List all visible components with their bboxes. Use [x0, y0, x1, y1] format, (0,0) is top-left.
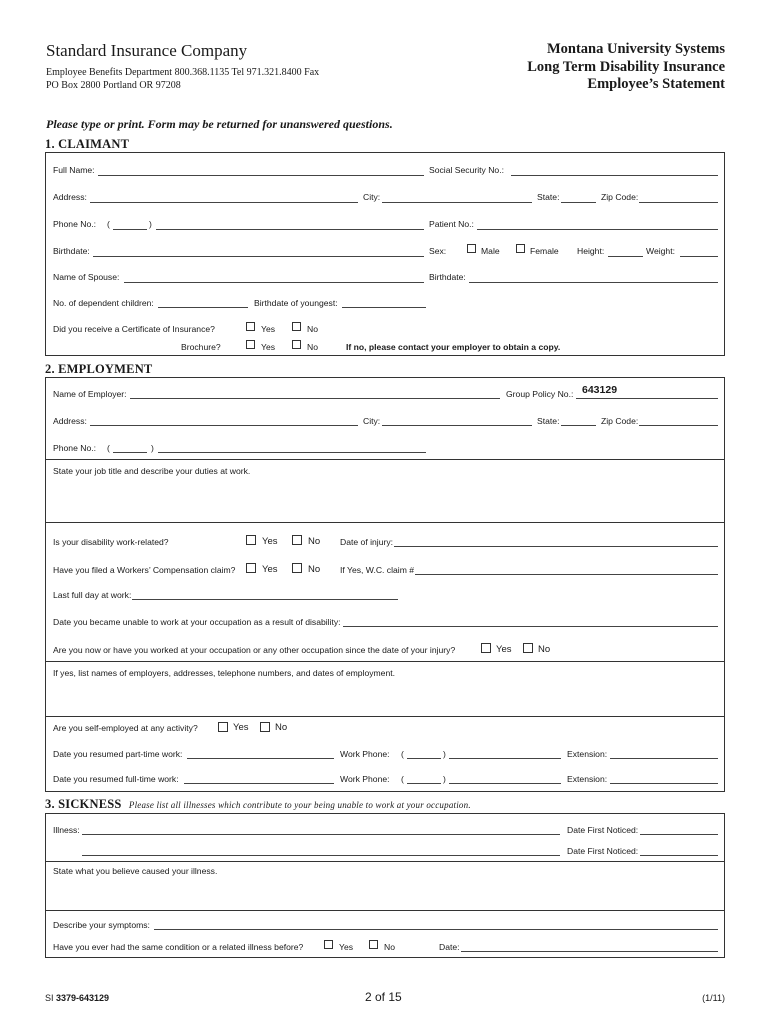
company-name: Standard Insurance Company [46, 41, 248, 60]
instructions: Please type or print. Form may be returned for unanswered questions. [46, 117, 393, 131]
divider [45, 459, 725, 460]
injury-date-field[interactable] [394, 546, 718, 547]
part-time-work-phone-label: Work Phone: [340, 749, 390, 759]
same-condition-no-label: No [384, 942, 395, 952]
employer-phone-field[interactable] [158, 452, 426, 453]
injury-date-label: Date of injury: [340, 537, 394, 547]
weight-field[interactable] [680, 256, 718, 257]
weight-label: Weight: [646, 246, 675, 256]
brochure-question: Brochure? [181, 342, 221, 352]
department-contact: Employee Benefits Department 800.368.1135 Tel 971.321.8400 Fax [46, 67, 320, 78]
part-time-extension-field[interactable] [610, 758, 718, 759]
claimant-zip-label: Zip Code: [601, 192, 639, 202]
part-time-work-phone-field[interactable] [449, 758, 561, 759]
wc-claim-yes-label: Yes [262, 564, 278, 575]
wc-claim-yes-checkbox[interactable] [246, 563, 256, 573]
self-employed-yes-label: Yes [233, 722, 249, 733]
date-noticed-field-2[interactable] [640, 855, 718, 856]
certificate-no-label: No [307, 324, 318, 334]
birthdate-label: Birthdate: [53, 246, 90, 256]
female-checkbox[interactable] [516, 244, 525, 253]
patient-no-label: Patient No.: [429, 219, 474, 229]
height-field[interactable] [608, 256, 643, 257]
contact-employer-note: If no, please contact your employer to obtain a copy. [346, 342, 561, 352]
claimant-phone-paren-close: ) [149, 219, 152, 229]
work-related-yes-label: Yes [262, 536, 278, 547]
section-sickness-label: 3. SICKNESS [45, 797, 122, 811]
date-noticed-field-1[interactable] [640, 834, 718, 835]
illness-label: Illness: [53, 825, 80, 835]
work-related-yes-checkbox[interactable] [246, 535, 256, 545]
date-noticed-label-1: Date First Noticed: [567, 825, 639, 835]
worked-since-yes-checkbox[interactable] [481, 643, 491, 653]
section-employment-title: 2. EMPLOYMENT [45, 362, 153, 376]
work-related-question: Is your disability work-related? [53, 537, 169, 547]
brochure-no-checkbox[interactable] [292, 340, 301, 349]
job-title-prompt: State your job title and describe your duties at work. [53, 466, 251, 476]
brochure-yes-checkbox[interactable] [246, 340, 255, 349]
employers-list-area[interactable] [46, 680, 724, 716]
full-name-label: Full Name: [53, 165, 95, 175]
dependents-label: No. of dependent children: [53, 298, 154, 308]
ssn-label: Social Security No.: [429, 165, 504, 175]
youngest-birthdate-label: Birthdate of youngest: [254, 298, 338, 308]
certificate-yes-label: Yes [261, 324, 276, 334]
work-related-no-checkbox[interactable] [292, 535, 302, 545]
full-name-field[interactable] [98, 175, 424, 176]
spouse-field[interactable] [124, 282, 424, 283]
claimant-phone-paren-open: ( [107, 219, 110, 229]
self-employed-no-checkbox[interactable] [260, 722, 270, 732]
section-sickness-note: Please list all illnesses which contribute to your being unable to work at your occupation. [128, 800, 471, 810]
cause-prompt: State what you believe caused your illness. [53, 866, 218, 876]
wc-claim-question: Have you filed a Workers’ Compensation claim? [53, 565, 236, 575]
employer-address-field[interactable] [90, 425, 358, 426]
group-policy-field[interactable] [576, 398, 718, 399]
employers-list-prompt: If yes, list names of employers, addresses, telephone numbers, and dates of employment. [53, 668, 396, 678]
employer-city-label: City: [363, 416, 381, 426]
birthdate-field[interactable] [93, 256, 424, 257]
page-number: 2 of 15 [365, 990, 402, 1004]
full-time-work-phone-field[interactable] [449, 783, 561, 784]
claimant-phone-label: Phone No.: [53, 219, 96, 229]
male-label: Male [481, 246, 500, 256]
same-condition-yes-checkbox[interactable] [324, 940, 333, 949]
cause-area[interactable] [46, 878, 724, 910]
claimant-area-code-field[interactable] [113, 229, 147, 230]
employer-state-label: State: [537, 416, 560, 426]
divider [45, 716, 725, 717]
height-label: Height: [577, 246, 605, 256]
full-time-extension-field[interactable] [610, 783, 718, 784]
claimant-zip-field[interactable] [639, 202, 718, 203]
employer-state-field[interactable] [561, 425, 596, 426]
last-day-label: Last full day at work: [53, 590, 132, 600]
claimant-state-field[interactable] [561, 202, 596, 203]
spouse-birthdate-field[interactable] [469, 282, 718, 283]
sex-label: Sex: [429, 246, 447, 256]
dependents-field[interactable] [158, 307, 248, 308]
same-condition-yes-label: Yes [339, 942, 354, 952]
same-condition-date-label: Date: [439, 942, 460, 952]
employer-zip-label: Zip Code: [601, 416, 639, 426]
worked-since-no-checkbox[interactable] [523, 643, 533, 653]
employer-area-code-field[interactable] [113, 452, 147, 453]
employer-zip-field[interactable] [639, 425, 718, 426]
revision-date: (1/11) [702, 993, 725, 1003]
employer-city-field[interactable] [382, 425, 532, 426]
brochure-yes-label: Yes [261, 342, 276, 352]
form-title-line-2: Long Term Disability Insurance [527, 58, 725, 75]
full-time-label: Date you resumed full-time work: [53, 774, 179, 784]
wc-claim-no-checkbox[interactable] [292, 563, 302, 573]
section-sickness-title [45, 797, 471, 812]
illness-field-2[interactable] [82, 855, 560, 856]
divider [45, 522, 725, 523]
form-number-prefix: SI [45, 993, 57, 1003]
mailing-address: PO Box 2800 Portland OR 97208 [46, 80, 181, 91]
same-condition-question: Have you ever had the same condition or a related illness before? [53, 942, 304, 952]
group-policy-value: 643129 [582, 384, 618, 396]
job-duties-area[interactable] [46, 478, 724, 522]
same-condition-date-field[interactable] [461, 951, 718, 952]
certificate-yes-checkbox[interactable] [246, 322, 255, 331]
full-time-work-phone-label: Work Phone: [340, 774, 390, 784]
form-number-value: 3379-643129 [56, 993, 110, 1003]
full-time-paren-close: ) [443, 774, 446, 784]
divider [45, 910, 725, 911]
group-policy-label: Group Policy No.: [506, 389, 574, 399]
illness-field-1[interactable] [82, 834, 560, 835]
form-title-line-1: Montana University Systems [546, 41, 725, 57]
form-number [45, 993, 109, 1003]
employer-phone-paren-close: ) [151, 443, 154, 453]
spouse-label: Name of Spouse: [53, 272, 120, 282]
patient-no-field[interactable] [477, 229, 718, 230]
work-related-no-label: No [308, 536, 321, 547]
last-day-field[interactable] [132, 599, 398, 600]
date-noticed-label-2: Date First Noticed: [567, 846, 639, 856]
wc-number-label: If Yes, W.C. claim # [340, 565, 415, 575]
female-label: Female [530, 246, 559, 256]
claimant-state-label: State: [537, 192, 560, 202]
ssn-field[interactable] [511, 175, 718, 176]
claimant-address-field[interactable] [90, 202, 358, 203]
claimant-city-label: City: [363, 192, 381, 202]
full-time-area-code-field[interactable] [407, 783, 441, 784]
form-title [527, 41, 725, 94]
same-condition-no-checkbox[interactable] [369, 940, 378, 949]
part-time-area-code-field[interactable] [407, 758, 441, 759]
brochure-no-label: No [307, 342, 318, 352]
divider [45, 661, 725, 662]
form-title-line-3: Employee’s Statement [587, 76, 725, 92]
full-time-extension-label: Extension: [567, 774, 608, 784]
self-employed-question: Are you self-employed at any activity? [53, 723, 198, 733]
certificate-no-checkbox[interactable] [292, 322, 301, 331]
worked-since-yes-label: Yes [496, 644, 512, 655]
employer-address-label: Address: [53, 416, 87, 426]
divider [45, 861, 725, 862]
full-time-paren-open: ( [401, 774, 404, 784]
section-claimant-title: 1. CLAIMANT [45, 137, 130, 151]
wc-number-field[interactable] [415, 574, 718, 575]
full-time-field[interactable] [184, 783, 334, 784]
employer-phone-label: Phone No.: [53, 443, 96, 453]
claimant-phone-field[interactable] [156, 229, 424, 230]
unable-date-field[interactable] [343, 626, 718, 627]
employer-phone-paren-open: ( [107, 443, 110, 453]
employer-label: Name of Employer: [53, 389, 127, 399]
spouse-birthdate-label: Birthdate: [429, 272, 466, 282]
claimant-address-label: Address: [53, 192, 87, 202]
employer-field[interactable] [130, 398, 500, 399]
worked-since-no-label: No [538, 644, 551, 655]
part-time-paren-close: ) [443, 749, 446, 759]
male-checkbox[interactable] [467, 244, 476, 253]
worked-since-question: Are you now or have you worked at your occupation or any other occupation since the date of your injury? [53, 645, 456, 655]
symptoms-field[interactable] [154, 929, 718, 930]
unable-date-label: Date you became unable to work at your occupation as a result of disability: [53, 617, 341, 627]
certificate-question: Did you receive a Certificate of Insurance? [53, 324, 215, 334]
claimant-city-field[interactable] [382, 202, 532, 203]
part-time-paren-open: ( [401, 749, 404, 759]
symptoms-label: Describe your symptoms: [53, 920, 150, 930]
self-employed-yes-checkbox[interactable] [218, 722, 228, 732]
youngest-birthdate-field[interactable] [342, 307, 426, 308]
part-time-field[interactable] [187, 758, 334, 759]
part-time-extension-label: Extension: [567, 749, 608, 759]
wc-claim-no-label: No [308, 564, 321, 575]
part-time-label: Date you resumed part-time work: [53, 749, 183, 759]
self-employed-no-label: No [275, 722, 288, 733]
